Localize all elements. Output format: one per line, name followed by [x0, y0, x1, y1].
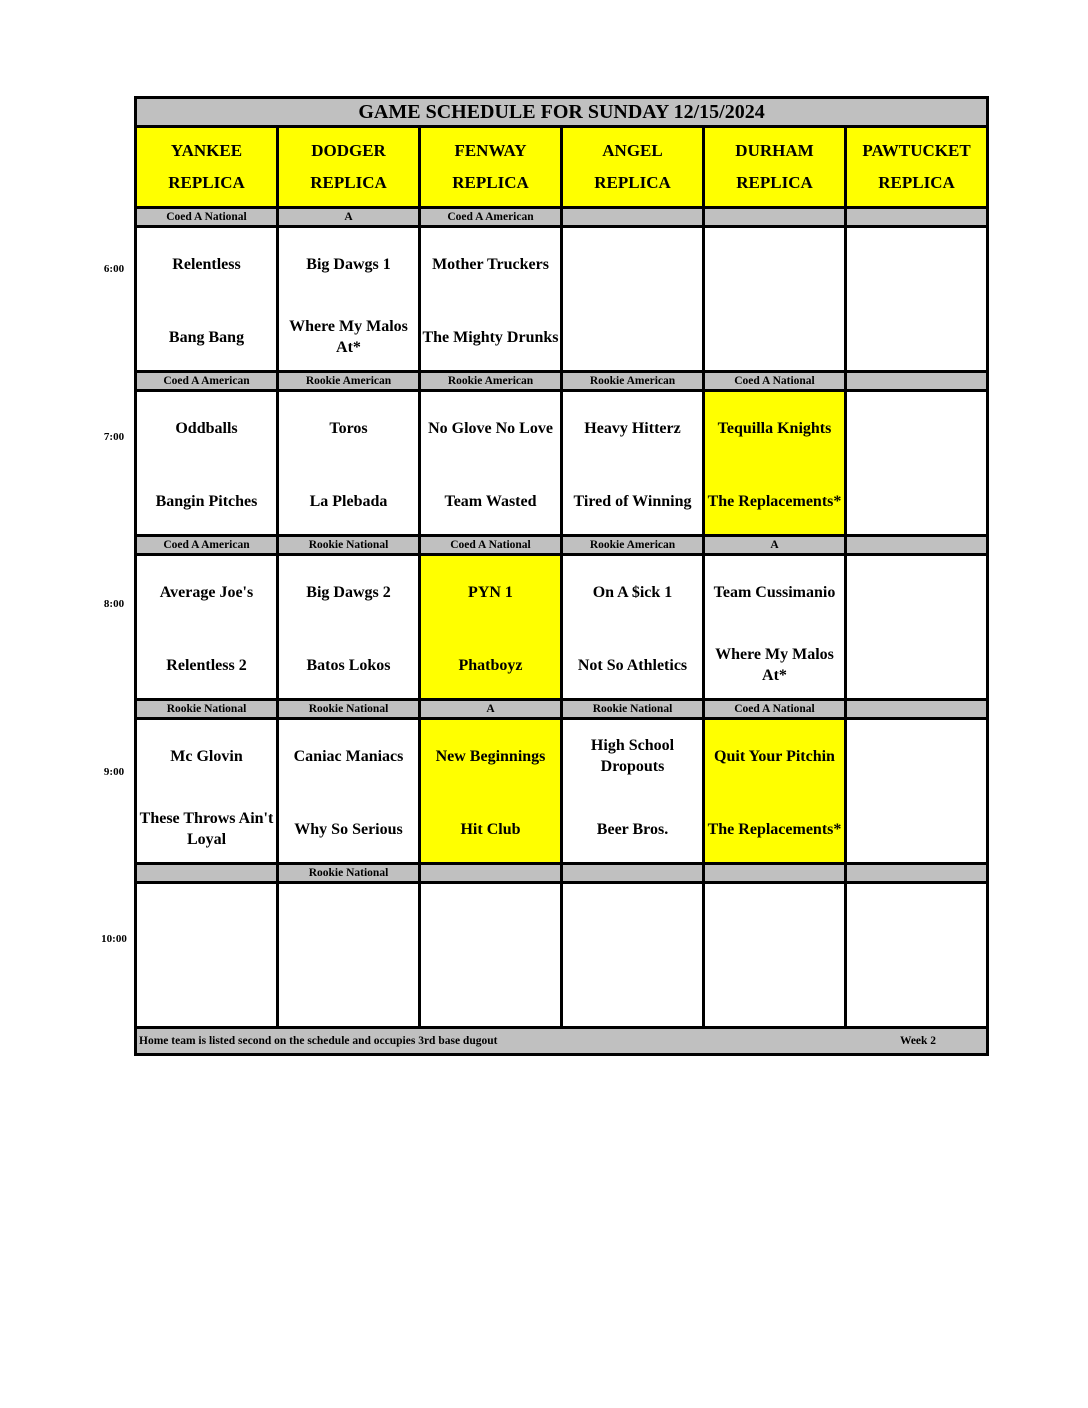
home-team: Team Wasted: [444, 492, 537, 510]
game-cell: [278, 227, 420, 372]
home-team: Bang Bang: [168, 328, 245, 346]
home-team: [847, 640, 986, 690]
home-team: [705, 312, 844, 362]
division-label: Rookie American: [278, 372, 420, 391]
away-team: High School Dropouts: [590, 737, 675, 775]
time-label: 8:00: [103, 598, 125, 610]
game-cell: [420, 391, 562, 536]
field-sub: REPLICA: [452, 173, 529, 192]
game-cell: [136, 391, 278, 536]
division-label: [846, 864, 988, 883]
field-sub: REPLICA: [878, 173, 955, 192]
division-label: [562, 208, 704, 227]
away-team: [847, 403, 986, 453]
game-row: [136, 391, 988, 536]
game-cell: [278, 883, 420, 1028]
away-team: Big Dawgs 1: [306, 255, 391, 273]
away-team: [421, 895, 560, 945]
away-team: Average Joe's: [159, 583, 254, 601]
game-cell: [704, 555, 846, 700]
home-team: Batos Lokos: [306, 656, 391, 674]
away-team: Quit Your Pitchin: [714, 747, 835, 765]
home-team: Beer Bros.: [596, 820, 669, 838]
field-sub: REPLICA: [594, 173, 671, 192]
game-cell: [846, 391, 988, 536]
field-sub: REPLICA: [310, 173, 387, 192]
home-team: [563, 312, 702, 362]
home-team: [847, 312, 986, 362]
away-team: Heavy Hitterz: [584, 419, 681, 437]
field-header-yankee: [136, 127, 278, 208]
home-team: [847, 476, 986, 526]
home-team: [137, 968, 276, 1018]
away-team: [705, 895, 844, 945]
time-label: 10:00: [101, 933, 127, 945]
schedule-title: GAME SCHEDULE FOR SUNDAY 12/15/2024: [136, 98, 988, 127]
field-header-durham: [704, 127, 846, 208]
division-label: [562, 864, 704, 883]
division-label: [846, 700, 988, 719]
game-cell: [136, 883, 278, 1028]
division-label: A: [278, 208, 420, 227]
game-row: [136, 883, 988, 1028]
away-team: [847, 731, 986, 781]
game-cell: [278, 391, 420, 536]
division-label: Rookie National: [278, 864, 420, 883]
division-label: Coed A American: [420, 208, 562, 227]
home-team: [847, 804, 986, 854]
away-team: [279, 895, 418, 945]
away-team: Big Dawgs 2: [306, 583, 391, 601]
away-team: Caniac Maniacs: [293, 747, 404, 765]
game-cell: [136, 227, 278, 372]
game-cell: [846, 883, 988, 1028]
game-cell: [420, 719, 562, 864]
field-header-angel: [562, 127, 704, 208]
away-team: Relentless: [172, 255, 241, 273]
away-team: [563, 239, 702, 289]
division-label: Rookie National: [136, 700, 278, 719]
field-sub: REPLICA: [736, 173, 813, 192]
away-team: [847, 567, 986, 617]
game-cell: [278, 555, 420, 700]
field-name: FENWAY: [454, 141, 527, 160]
game-cell: [562, 555, 704, 700]
home-team: [421, 968, 560, 1018]
field-name: DODGER: [311, 141, 386, 160]
game-cell: [704, 227, 846, 372]
home-team: [563, 968, 702, 1018]
division-label: Coed A National: [136, 208, 278, 227]
division-label: Rookie American: [562, 536, 704, 555]
away-team: [705, 239, 844, 289]
footer-cell: [136, 1028, 988, 1055]
game-cell: [278, 719, 420, 864]
home-team: Hit Club: [460, 820, 521, 838]
game-cell: [136, 719, 278, 864]
division-label: [704, 864, 846, 883]
game-cell: [704, 719, 846, 864]
footer-row: [136, 1028, 988, 1055]
game-cell: [846, 719, 988, 864]
away-team: PYN 1: [468, 583, 513, 601]
division-label: Coed A National: [420, 536, 562, 555]
division-label: [704, 208, 846, 227]
division-row: [136, 700, 988, 719]
division-label: Coed A American: [136, 372, 278, 391]
home-team: [847, 968, 986, 1018]
game-row: [136, 719, 988, 864]
field-header-pawtucket: [846, 127, 988, 208]
division-label: [136, 864, 278, 883]
field-header-dodger: [278, 127, 420, 208]
home-team: The Replacements*: [707, 492, 842, 510]
time-label: 9:00: [103, 766, 125, 778]
home-team: Not So Athletics: [577, 656, 688, 674]
game-cell: [136, 555, 278, 700]
division-label: Coed A National: [704, 700, 846, 719]
game-cell: [562, 391, 704, 536]
home-team: Bangin Pitches: [155, 492, 258, 510]
division-label: Rookie American: [562, 372, 704, 391]
away-team: Mother Truckers: [432, 255, 549, 273]
time-label: 7:00: [103, 431, 125, 443]
footer-note: Home team is listed second on the schedule and occupies 3rd base dugout: [139, 1035, 498, 1047]
away-team: Team Cussimanio: [713, 583, 836, 601]
away-team: Mc Glovin: [170, 747, 243, 765]
away-team: [847, 239, 986, 289]
away-team: Toros: [329, 419, 368, 437]
home-team: La Plebada: [309, 492, 388, 510]
field-sub: REPLICA: [168, 173, 245, 192]
home-team: Where My Malos At*: [715, 646, 834, 684]
game-row: [136, 227, 988, 372]
home-team: The Mighty Drunks: [422, 328, 559, 346]
home-team: These Throws Ain't Loyal: [139, 810, 274, 848]
title-row: [136, 98, 988, 127]
division-label: Rookie American: [420, 372, 562, 391]
away-team: On A $ick 1: [592, 583, 673, 601]
away-team: New Beginnings: [435, 747, 546, 765]
division-label: Rookie National: [278, 700, 420, 719]
game-cell: [420, 227, 562, 372]
away-team: [563, 895, 702, 945]
division-label: A: [420, 700, 562, 719]
home-team: [705, 968, 844, 1018]
game-cell: [562, 719, 704, 864]
home-team: Relentless 2: [166, 656, 247, 674]
division-label: Rookie National: [278, 536, 420, 555]
field-name: YANKEE: [170, 141, 243, 160]
field-name: ANGEL: [602, 141, 663, 160]
time-label: 6:00: [103, 263, 125, 275]
home-team: [279, 968, 418, 1018]
game-cell: [562, 227, 704, 372]
away-team: [137, 895, 276, 945]
game-cell: [704, 883, 846, 1028]
away-team: No Glove No Love: [428, 419, 553, 437]
game-cell: [846, 227, 988, 372]
division-label: [846, 208, 988, 227]
field-name: DURHAM: [735, 141, 814, 160]
division-label: Coed A National: [704, 372, 846, 391]
division-row: [136, 864, 988, 883]
game-cell: [846, 555, 988, 700]
game-cell: [420, 555, 562, 700]
schedule-table: [134, 96, 989, 1056]
home-team: Why So Serious: [294, 820, 403, 838]
field-header-row: [136, 127, 988, 208]
field-name: PAWTUCKET: [862, 141, 971, 160]
division-label: Coed A American: [136, 536, 278, 555]
home-team: Tired of Winning: [573, 492, 692, 510]
game-cell: [704, 391, 846, 536]
game-cell: [562, 883, 704, 1028]
division-row: [136, 208, 988, 227]
home-team: Phatboyz: [458, 656, 523, 674]
division-label: [420, 864, 562, 883]
away-team: [847, 895, 986, 945]
game-row: [136, 555, 988, 700]
division-label: [846, 372, 988, 391]
division-label: Rookie National: [562, 700, 704, 719]
away-team: Oddballs: [175, 419, 238, 437]
home-team: Where My Malos At*: [289, 318, 408, 356]
home-team: The Replacements*: [707, 820, 842, 838]
week-label: Week 2: [899, 1035, 937, 1047]
away-team: Tequilla Knights: [717, 419, 832, 437]
game-cell: [420, 883, 562, 1028]
field-header-fenway: [420, 127, 562, 208]
division-row: [136, 536, 988, 555]
division-row: [136, 372, 988, 391]
division-label: [846, 536, 988, 555]
division-label: A: [704, 536, 846, 555]
